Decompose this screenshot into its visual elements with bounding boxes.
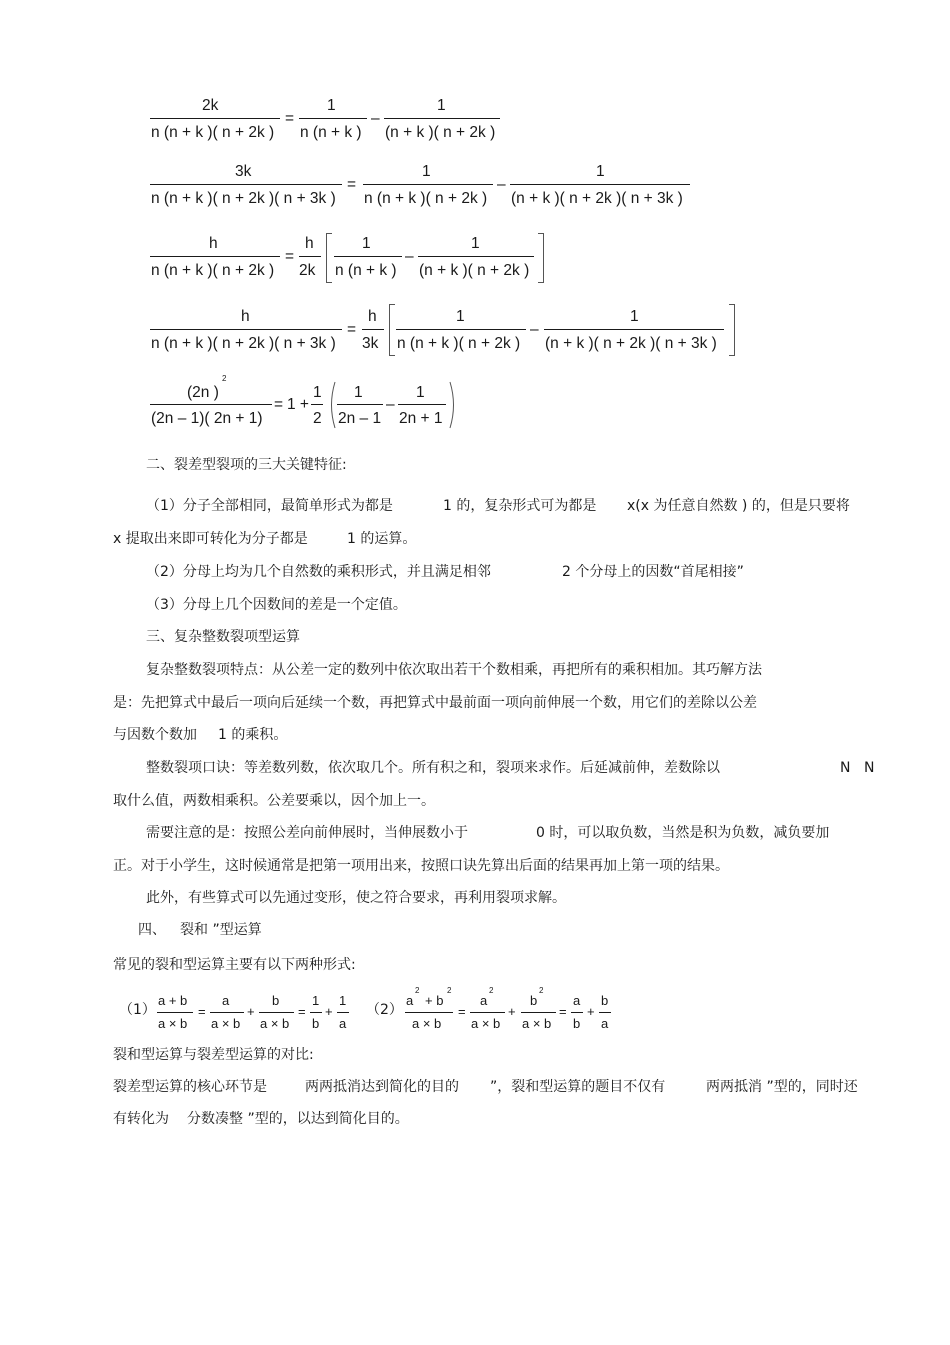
- form2-plus-2: +: [587, 1004, 595, 1019]
- form2-b-numerator: b: [530, 993, 538, 1008]
- form1-lhs-numerator: a + b: [158, 993, 188, 1008]
- f5-coef-denominator: 2: [313, 410, 322, 427]
- s2-p1-d: x 提取出来即可转化为分子都是: [113, 531, 308, 547]
- form1-lhs-denominator: a × b: [158, 1016, 188, 1031]
- f3-equals: =: [285, 248, 295, 265]
- form2-b-denominator: a × b: [522, 1016, 552, 1031]
- f2-equals: =: [347, 176, 357, 193]
- f4-minus: –: [530, 321, 539, 338]
- form2-lhs-numerator-a: a: [406, 993, 414, 1008]
- f3-left-bracket: [326, 233, 332, 283]
- f5-fraction-bar: [150, 404, 272, 405]
- s2-p1-b: 1 的，复杂形式可为都是: [443, 498, 597, 514]
- f5-term1-numerator: 1: [354, 384, 363, 401]
- f3-term2-bar: [418, 256, 534, 257]
- s3-p2-l1-a: 整数裂项口诀：等差数列数，依次取几个。所有积之和，裂项来求作。后延减前伸，差数除以: [146, 760, 720, 776]
- f3-right-bracket: [538, 233, 544, 283]
- form1-c-bar: [310, 1012, 322, 1013]
- s3-p1-l3-b: 1 的乘积。: [218, 727, 288, 743]
- form1-plus-2: +: [325, 1004, 333, 1019]
- f4-right-bracket: [729, 304, 735, 356]
- f4-term2-denominator: (n + k )( n + 2k )( n + 3k ): [545, 335, 717, 352]
- f4-numerator: h: [241, 308, 250, 325]
- form2-lhs-denominator: a × b: [412, 1016, 442, 1031]
- f3-term1-numerator: 1: [362, 235, 371, 252]
- form1-plus-1: +: [247, 1004, 255, 1019]
- form2-d-bar: [599, 1012, 611, 1013]
- f1-fraction-bar: [150, 118, 280, 119]
- form2-a-numerator: a: [480, 993, 488, 1008]
- f4-term1-numerator: 1: [456, 308, 465, 325]
- form2-b-bar: [521, 1012, 556, 1013]
- form2-a-bar: [470, 1012, 505, 1013]
- s3-p2-l1-b: N: [840, 760, 851, 776]
- f4-coef-bar: [362, 329, 384, 330]
- f4-term2-bar: [544, 329, 724, 330]
- f5-term2-denominator: 2n + 1: [399, 410, 443, 427]
- f4-left-bracket: [389, 304, 395, 356]
- f5-denominator: (2n – 1)( 2n + 1): [151, 410, 263, 427]
- form2-lhs-bar: [405, 1012, 453, 1013]
- s4-intro: 常见的裂和型运算主要有以下两种形式:: [113, 957, 356, 973]
- form2-plus-1: +: [508, 1004, 516, 1019]
- form1-b-bar: [259, 1012, 294, 1013]
- f3-coef-bar: [299, 256, 321, 257]
- f1-denominator: n (n + k )( n + 2k ): [151, 124, 275, 141]
- f4-coef-denominator: 3k: [362, 335, 379, 352]
- f4-term1-bar: [396, 329, 526, 330]
- form2-equals-2: =: [559, 1004, 567, 1019]
- s2-p2-a: （2）分母上均为几个自然数的乘积形式，并且满足相邻: [146, 564, 491, 580]
- f3-coef-numerator: h: [305, 235, 314, 252]
- f1-term1-numerator: 1: [327, 97, 336, 114]
- form1-d-bar: [337, 1012, 349, 1013]
- form1-a-bar: [210, 1012, 244, 1013]
- form1-d-numerator: 1: [339, 993, 347, 1008]
- section-3-heading: 三、复杂整数裂项型运算: [146, 629, 300, 645]
- f5-equals: =: [274, 396, 284, 413]
- s4-compare-l1-d: 两两抵消 ”型的，同时还: [706, 1079, 858, 1095]
- f1-minus: –: [371, 110, 380, 127]
- f4-equals: =: [347, 321, 357, 338]
- form2-c-bar: [571, 1012, 583, 1013]
- f1-term2-bar: [384, 118, 500, 119]
- form2-lhs-numerator-a-exp: 2: [415, 986, 420, 995]
- f2-term2-numerator: 1: [596, 163, 605, 180]
- f3-term2-denominator: (n + k )( n + 2k ): [419, 262, 530, 279]
- s2-p1-a: （1）分子全部相同，最简单形式为都是: [146, 498, 393, 514]
- form1-equals-1: =: [198, 1004, 206, 1019]
- f2-fraction-bar: [150, 184, 342, 185]
- section-2-heading: 二、裂差型裂项的三大关键特征:: [146, 457, 347, 473]
- form2-c-numerator: a: [573, 993, 581, 1008]
- f5-term2-numerator: 1: [416, 384, 425, 401]
- f4-denominator: n (n + k )( n + 2k )( n + 3k ): [151, 335, 336, 352]
- f5-numerator-exponent: 2: [222, 374, 227, 383]
- form2-lhs-numerator-plus-b: + b: [425, 993, 444, 1008]
- s3-p3-l1-a: 需要注意的是：按照公差向前伸展时，当伸展数小于: [146, 825, 468, 841]
- s3-p1-l3-a: 与因数个数加: [113, 727, 197, 743]
- form2-b-exp: 2: [539, 986, 544, 995]
- form2-c-denominator: b: [573, 1016, 581, 1031]
- s3-p2-l1-c: N: [864, 760, 875, 776]
- f5-numerator: (2n ): [187, 384, 219, 401]
- form1-equals-2: =: [298, 1004, 306, 1019]
- s3-p2-l2: 取什么值，两数相乘积。公差要乘以，因个加上一。: [113, 793, 435, 809]
- form2-d-denominator: a: [601, 1016, 609, 1031]
- f2-term2-bar: [510, 184, 690, 185]
- form1-label: （1）: [119, 1002, 156, 1018]
- s3-p3-l1-b: 0 时，可以取负数，当然是积为负数，减负要加: [536, 825, 830, 841]
- f3-numerator: h: [209, 235, 218, 252]
- f3-minus: –: [405, 248, 414, 265]
- form1-c-denominator: b: [312, 1016, 320, 1031]
- f5-minus: –: [386, 396, 395, 413]
- f4-coef-numerator: h: [368, 308, 377, 325]
- form1-a-numerator: a: [222, 993, 230, 1008]
- s3-p1-l1: 复杂整数裂项特点：从公差一定的数列中依次取出若干个数相乘，再把所有的乘积相加。其巧解方法: [146, 662, 762, 678]
- s4-compare-l1-b: 两两抵消达到简化的目的: [305, 1079, 459, 1095]
- s2-p1-e: 1 的运算。: [347, 531, 417, 547]
- f2-term2-denominator: (n + k )( n + 2k )( n + 3k ): [511, 190, 683, 207]
- form1-b-denominator: a × b: [260, 1016, 290, 1031]
- f5-term1-bar: [337, 404, 383, 405]
- form2-a-exp: 2: [489, 986, 494, 995]
- f2-term1-numerator: 1: [422, 163, 431, 180]
- form2-equals-1: =: [458, 1004, 466, 1019]
- f3-term2-numerator: 1: [471, 235, 480, 252]
- form1-a-denominator: a × b: [211, 1016, 241, 1031]
- f5-coef-bar: [311, 404, 323, 405]
- f3-denominator: n (n + k )( n + 2k ): [151, 262, 275, 279]
- f3-term1-denominator: n (n + k ): [335, 262, 397, 279]
- form1-b-numerator: b: [272, 993, 280, 1008]
- f1-numerator: 2k: [202, 97, 219, 114]
- s4-compare-l1-a: 裂差型运算的核心环节是: [113, 1079, 267, 1095]
- f4-fraction-bar: [150, 329, 342, 330]
- section-4-heading-number: 四、: [138, 922, 166, 938]
- form1-d-denominator: a: [339, 1016, 347, 1031]
- s3-p3-l2: 正。对于小学生，这时候通常是把第一项用出来，按照口诀先算出后面的结果再加上第一项的结果。: [113, 858, 729, 874]
- s4-compare-l2-a: 有转化为: [113, 1111, 169, 1127]
- s4-compare-l1-c: ”，裂和型运算的题目不仅有: [490, 1079, 666, 1095]
- f5-coef-numerator: 1: [313, 384, 322, 401]
- s3-p4: 此外，有些算式可以先通过变形，使之符合要求，再利用裂项求解。: [146, 890, 566, 906]
- f2-denominator: n (n + k )( n + 2k )( n + 3k ): [151, 190, 336, 207]
- f5-one-plus: 1 +: [287, 396, 309, 413]
- form2-a-denominator: a × b: [471, 1016, 501, 1031]
- f3-coef-denominator: 2k: [299, 262, 316, 279]
- form1-lhs-bar: [157, 1012, 193, 1013]
- f4-term1-denominator: n (n + k )( n + 2k ): [397, 335, 521, 352]
- f2-term1-denominator: n (n + k )( n + 2k ): [364, 190, 488, 207]
- f2-minus: –: [497, 176, 506, 193]
- s2-p1-c: x(x 为任意自然数 ) 的，但是只要将: [627, 498, 850, 514]
- f5-right-paren: [448, 381, 458, 429]
- form2-lhs-numerator-b-exp: 2: [447, 986, 452, 995]
- s3-p1-l2: 是：先把算式中最后一项向后延续一个数，再把算式中最前面一项向前伸展一个数，用它们的差除以公差: [113, 695, 757, 711]
- s4-compare-title: 裂和型运算与裂差型运算的对比:: [113, 1047, 314, 1063]
- f1-equals: =: [285, 110, 295, 127]
- f1-term1-denominator: n (n + k ): [300, 124, 362, 141]
- f2-term1-bar: [363, 184, 493, 185]
- f3-term1-bar: [334, 256, 402, 257]
- s4-compare-l2-b: 分数凑整 ”型的，以达到简化目的。: [187, 1111, 409, 1127]
- s2-p3: （3）分母上几个因数间的差是一个定值。: [146, 597, 407, 613]
- section-4-heading-title: 裂和 ”型运算: [180, 922, 262, 938]
- s2-p2-b: 2 个分母上的因数“首尾相接”: [562, 564, 744, 580]
- f1-term2-denominator: (n + k )( n + 2k ): [385, 124, 496, 141]
- f1-term2-numerator: 1: [437, 97, 446, 114]
- form1-c-numerator: 1: [312, 993, 320, 1008]
- f5-left-paren: [327, 381, 337, 429]
- f2-numerator: 3k: [235, 163, 252, 180]
- f4-term2-numerator: 1: [630, 308, 639, 325]
- f5-term1-denominator: 2n – 1: [338, 410, 382, 427]
- form2-label: （2）: [366, 1002, 403, 1018]
- f5-term2-bar: [398, 404, 446, 405]
- form2-d-numerator: b: [601, 993, 609, 1008]
- f3-fraction-bar: [150, 256, 280, 257]
- f1-term1-bar: [299, 118, 367, 119]
